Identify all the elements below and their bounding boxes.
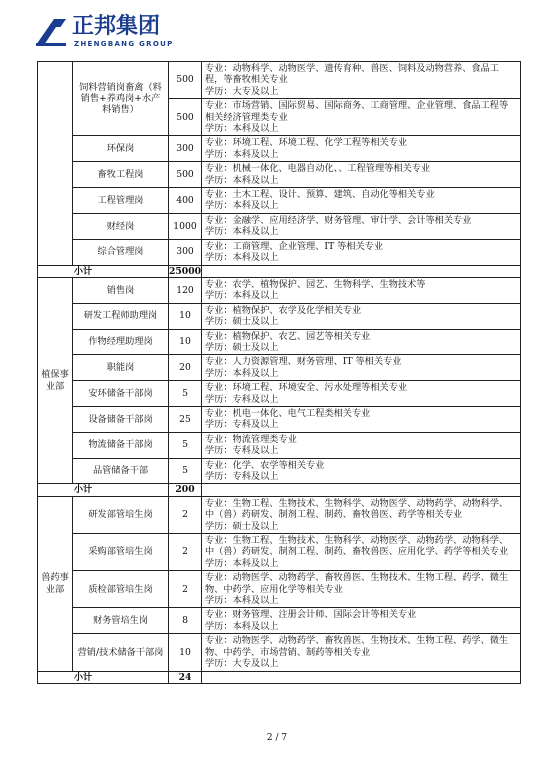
table-row xyxy=(38,634,521,671)
headcount-cell: 5 xyxy=(169,458,202,484)
subtotal-label: 小计 xyxy=(38,484,169,496)
headcount-cell: 10 xyxy=(169,303,202,329)
headcount-cell: 400 xyxy=(169,188,202,214)
headcount-cell: 8 xyxy=(169,608,202,634)
table-row xyxy=(38,534,521,571)
headcount-cell: 500 xyxy=(169,162,202,188)
requirement-cell: 专业：生物工程、生物技术、生物科学、动物医学、动物药学、动物科学、中（兽）药研发、制剂工程、制药、畜牧兽医、药学等相关专业 学历：硕士及以上 xyxy=(202,496,521,533)
company-logo xyxy=(34,13,184,55)
subtotal-value: 200 xyxy=(169,484,202,496)
dept-cell xyxy=(38,62,73,266)
table-row xyxy=(38,329,521,355)
table-row xyxy=(38,496,521,533)
headcount-cell: 500 xyxy=(169,99,202,136)
table-row xyxy=(38,136,521,162)
headcount-cell: 300 xyxy=(169,136,202,162)
requirement-cell: 专业：金融学、应用经济学、财务管理、审计学、会计等相关专业 学历：本科及以上 xyxy=(202,213,521,239)
position-cell: 作物经理助理岗 xyxy=(73,329,169,355)
requirement-cell: 专业：工商管理、企业管理、IT 等相关专业 学历：本科及以上 xyxy=(202,239,521,265)
table-row xyxy=(38,239,521,265)
table-row xyxy=(38,162,521,188)
requirement-cell: 专业：财务管理、注册会计师、国际会计等相关专业 学历：本科及以上 xyxy=(202,608,521,634)
table-row xyxy=(38,355,521,381)
position-cell: 质检部管培生岗 xyxy=(73,571,169,608)
headcount-cell: 2 xyxy=(169,571,202,608)
recruitment-table xyxy=(37,61,521,684)
requirement-cell: 专业：农学、植物保护、园艺、生物科学、生物技术等 学历：本科及以上 xyxy=(202,277,521,303)
requirement-cell: 专业：环境工程、环境安全、污水处理等相关专业 学历：专科及以上 xyxy=(202,381,521,407)
table-row xyxy=(38,213,521,239)
requirement-cell: 专业：动物医学、动物药学、畜牧兽医、生物技术、生物工程、药学、微生物、中药学、应用化学等相关专业 学历：本科及以上 xyxy=(202,571,521,608)
table-row xyxy=(38,381,521,407)
headcount-cell: 1000 xyxy=(169,213,202,239)
requirement-cell: 专业：机械一体化、电器自动化、、工程管理等相关专业 学历：本科及以上 xyxy=(202,162,521,188)
position-cell: 品管储备干部 xyxy=(73,458,169,484)
headcount-cell: 5 xyxy=(169,432,202,458)
table-row xyxy=(38,432,521,458)
position-cell: 安环储备干部岗 xyxy=(73,381,169,407)
position-cell: 畜牧工程岗 xyxy=(73,162,169,188)
headcount-cell: 300 xyxy=(169,239,202,265)
headcount-cell: 10 xyxy=(169,634,202,671)
position-cell: 采购部管培生岗 xyxy=(73,534,169,571)
position-cell: 物流储备干部岗 xyxy=(73,432,169,458)
dept-cell: 植保事业部 xyxy=(38,277,73,484)
requirement-cell: 专业：植物保护、农艺、园艺等相关专业 学历：硕士及以上 xyxy=(202,329,521,355)
table-row xyxy=(38,406,521,432)
requirement-cell: 专业：化学、农学等相关专业 学历：专科及以上 xyxy=(202,458,521,484)
logo-english-text: ZHENGBANG GROUP xyxy=(74,40,174,48)
requirement-cell: 专业：生物工程、生物技术、生物科学、动物医学、动物药学、动物科学、中（兽）药研发、制剂工程、制药、畜牧兽医、应用化学、药学等相关专业 学历：本科及以上 xyxy=(202,534,521,571)
requirement-cell: 专业：物流管理类专业 学历：专科及以上 xyxy=(202,432,521,458)
position-cell: 营销/技术储备干部岗 xyxy=(73,634,169,671)
headcount-cell: 120 xyxy=(169,277,202,303)
headcount-cell: 5 xyxy=(169,381,202,407)
table-row xyxy=(38,458,521,484)
headcount-cell: 2 xyxy=(169,534,202,571)
position-cell: 研发部管培生岗 xyxy=(73,496,169,533)
headcount-cell: 10 xyxy=(169,329,202,355)
position-cell: 工程管理岗 xyxy=(73,188,169,214)
position-cell: 销售岗 xyxy=(73,277,169,303)
headcount-cell: 20 xyxy=(169,355,202,381)
requirement-cell: 专业：市场营销、国际贸易、国际商务、工商管理、企业管理、食品工程等相关经济管理类专业 学历：本科及以上 xyxy=(202,99,521,136)
subtotal-row xyxy=(38,265,521,277)
headcount-cell: 2 xyxy=(169,496,202,533)
headcount-cell: 25 xyxy=(169,406,202,432)
position-cell: 职能岗 xyxy=(73,355,169,381)
requirement-cell: 专业：环境工程、环境工程、化学工程等相关专业 学历：本科及以上 xyxy=(202,136,521,162)
position-cell: 研发工程师助理岗 xyxy=(73,303,169,329)
subtotal-row xyxy=(38,671,521,683)
table-row xyxy=(38,62,521,99)
position-cell: 财经岗 xyxy=(73,213,169,239)
subtotal-value: 24 xyxy=(169,671,202,683)
position-cell: 设备储备干部岗 xyxy=(73,406,169,432)
requirement-cell: 专业：动物科学、动物医学、遗传育种、兽医、饲料及动物营养、食品工程，等畜牧相关专业 学历：大专及以上 xyxy=(202,62,521,99)
position-cell: 综合管理岗 xyxy=(73,239,169,265)
zhengbang-logo-icon xyxy=(34,15,68,49)
requirement-cell: 专业：动物医学、动物药学、畜牧兽医、生物技术、生物工程、药学、微生物、中药学、市场营销、制药等相关专业 学历：大专及以上 xyxy=(202,634,521,671)
subtotal-value: 25000 xyxy=(169,265,201,277)
requirement-cell: 专业：机电一体化、电气工程类相关专业 学历：专科及以上 xyxy=(202,406,521,432)
subtotal-label: 小计 xyxy=(38,671,169,683)
table-row xyxy=(38,188,521,214)
requirement-cell: 专业：土木工程、设计、预算、建筑、自动化等相关专业 学历：本科及以上 xyxy=(202,188,521,214)
position-cell: 财务管培生岗 xyxy=(73,608,169,634)
position-cell: 饲料营销岗畜禽（料销售+养鸡岗+水产料销售） xyxy=(73,62,169,136)
headcount-cell: 500 xyxy=(169,62,202,99)
subtotal-label: 小计 xyxy=(38,265,169,277)
page-number: 2 / 7 xyxy=(266,733,288,743)
table-row xyxy=(38,608,521,634)
requirement-cell: 专业：植物保护、农学及化学相关专业 学历：硕士及以上 xyxy=(202,303,521,329)
subtotal-row xyxy=(38,484,521,496)
requirement-cell: 专业：人力资源管理、财务管理、IT 等相关专业 学历：本科及以上 xyxy=(202,355,521,381)
table-row xyxy=(38,303,521,329)
table-row xyxy=(38,571,521,608)
position-cell: 环保岗 xyxy=(73,136,169,162)
logo-chinese-text: 正邦集团 xyxy=(72,14,161,39)
dept-cell: 兽药事业部 xyxy=(38,496,73,671)
table-row xyxy=(38,277,521,303)
